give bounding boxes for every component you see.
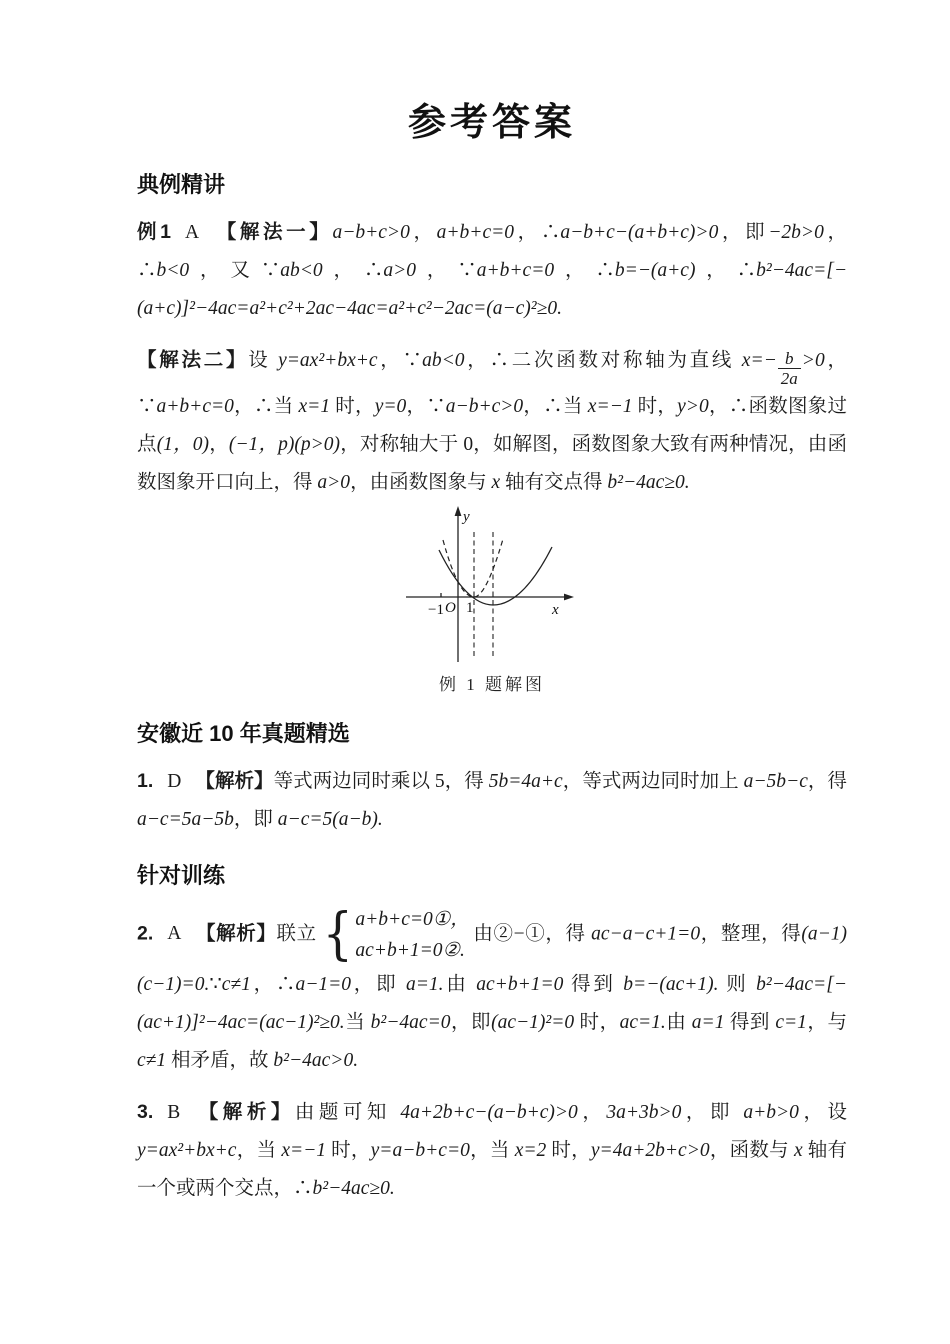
example1-solution2-paragraph: 【解法二】设 y=ax²+bx+c，∵ab<0，∴二次函数对称轴为直线 x=− $\frac{b}{2a}$ >0，∵a+b+c=0，∴当 x=1 时，y=0，∵a−b+c>0，∴当 x=−1 时，y>0，∴函数图象过点(1，0)，(−1，p)(p>0)，对称轴大于 0，如解图，函数图象大致有两种情况，由函数图象开口向上，得 a>0，由函数图象与 x 轴有交点得 b²−4ac≥0.: [137, 348, 847, 493]
parabola-dashed: [443, 539, 503, 597]
solution-figure-block: [392, 506, 592, 697]
example1-solution1-paragraph: 例1 A 【解法一】a−b+c>0，a+b+c=0，∴a−b+c−(a+b+c)>0，即−2b>0，∴b<0，又∵ab<0，∴a>0，∵a+b+c=0，∴b=−(a+c)，∴b²−4ac=[−(a+c)]²−4ac=a²+c²+2ac−4ac=a²+c²−2ac=(a−c)²≥0.: [137, 221, 847, 319]
section-heading-targeted-practice: 针对训练: [137, 862, 226, 888]
page-title: 参考答案: [407, 102, 576, 144]
figure-caption: 例 1 题解图: [439, 674, 545, 694]
item-3-solution-paragraph: 3. B 【解析】由题可知 4a+2b+c−(a−b+c)>0，3a+3b>0，即 a+b>0，设 y=ax²+bx+c，当 x=−1 时，y=a−b+c=0，当 x=2 时，y=4a+2b+c>0，函数与 x 轴有一个或两个交点，∴b²−4ac≥0.: [137, 1100, 847, 1199]
section-heading-anhui-real-questions: 安徽近 10 年真题精选: [137, 720, 350, 746]
equation-system: { a+b+c=0①， ac+b+1=0②.: [322, 901, 470, 967]
example1-figure: [402, 506, 582, 664]
origin-label: O: [445, 599, 456, 616]
item-2-solution-paragraph: 2. A 【解析】联立 { a+b+c=0①， ac+b+1=0②. 由②−①，得 ac−a−c+1=0，整理，得(a−1)(c−1)=0.∵c≠1，∴a−1=0，即 a=1.由 ac+b+1=0 得到 b=−(ac+1). 则 b²−4ac=[−(ac+1)]²−4ac=(ac−1)²≥0.当 b²−4ac=0，即(ac−1)²=0 时，ac=1.由 a=1 得到 c=1，与 c≠1 相矛盾，故 b²−4ac>0.: [137, 901, 847, 1071]
fraction: $\frac{b}{2a}$: [778, 349, 801, 388]
parabola-solid: [439, 547, 552, 605]
left-brace: {: [322, 901, 353, 967]
one-label: 1: [466, 599, 474, 616]
x-axis-arrow: [564, 593, 574, 600]
document-content: [137, 0, 847, 1208]
section-heading-classic-examples: 典例精讲: [137, 172, 226, 197]
y-axis-arrow: [455, 506, 462, 516]
y-axis-label: y: [463, 508, 470, 525]
minus-one-label: −1: [428, 601, 444, 618]
x-axis-label: x: [552, 601, 559, 618]
item-1-solution-paragraph: 1. D 【解析】等式两边同时乘以 5，得 5b=4a+c，等式两边同时加上 a−5b−c，得 a−c=5a−5b，即 a−c=5(a−b).: [137, 769, 847, 830]
